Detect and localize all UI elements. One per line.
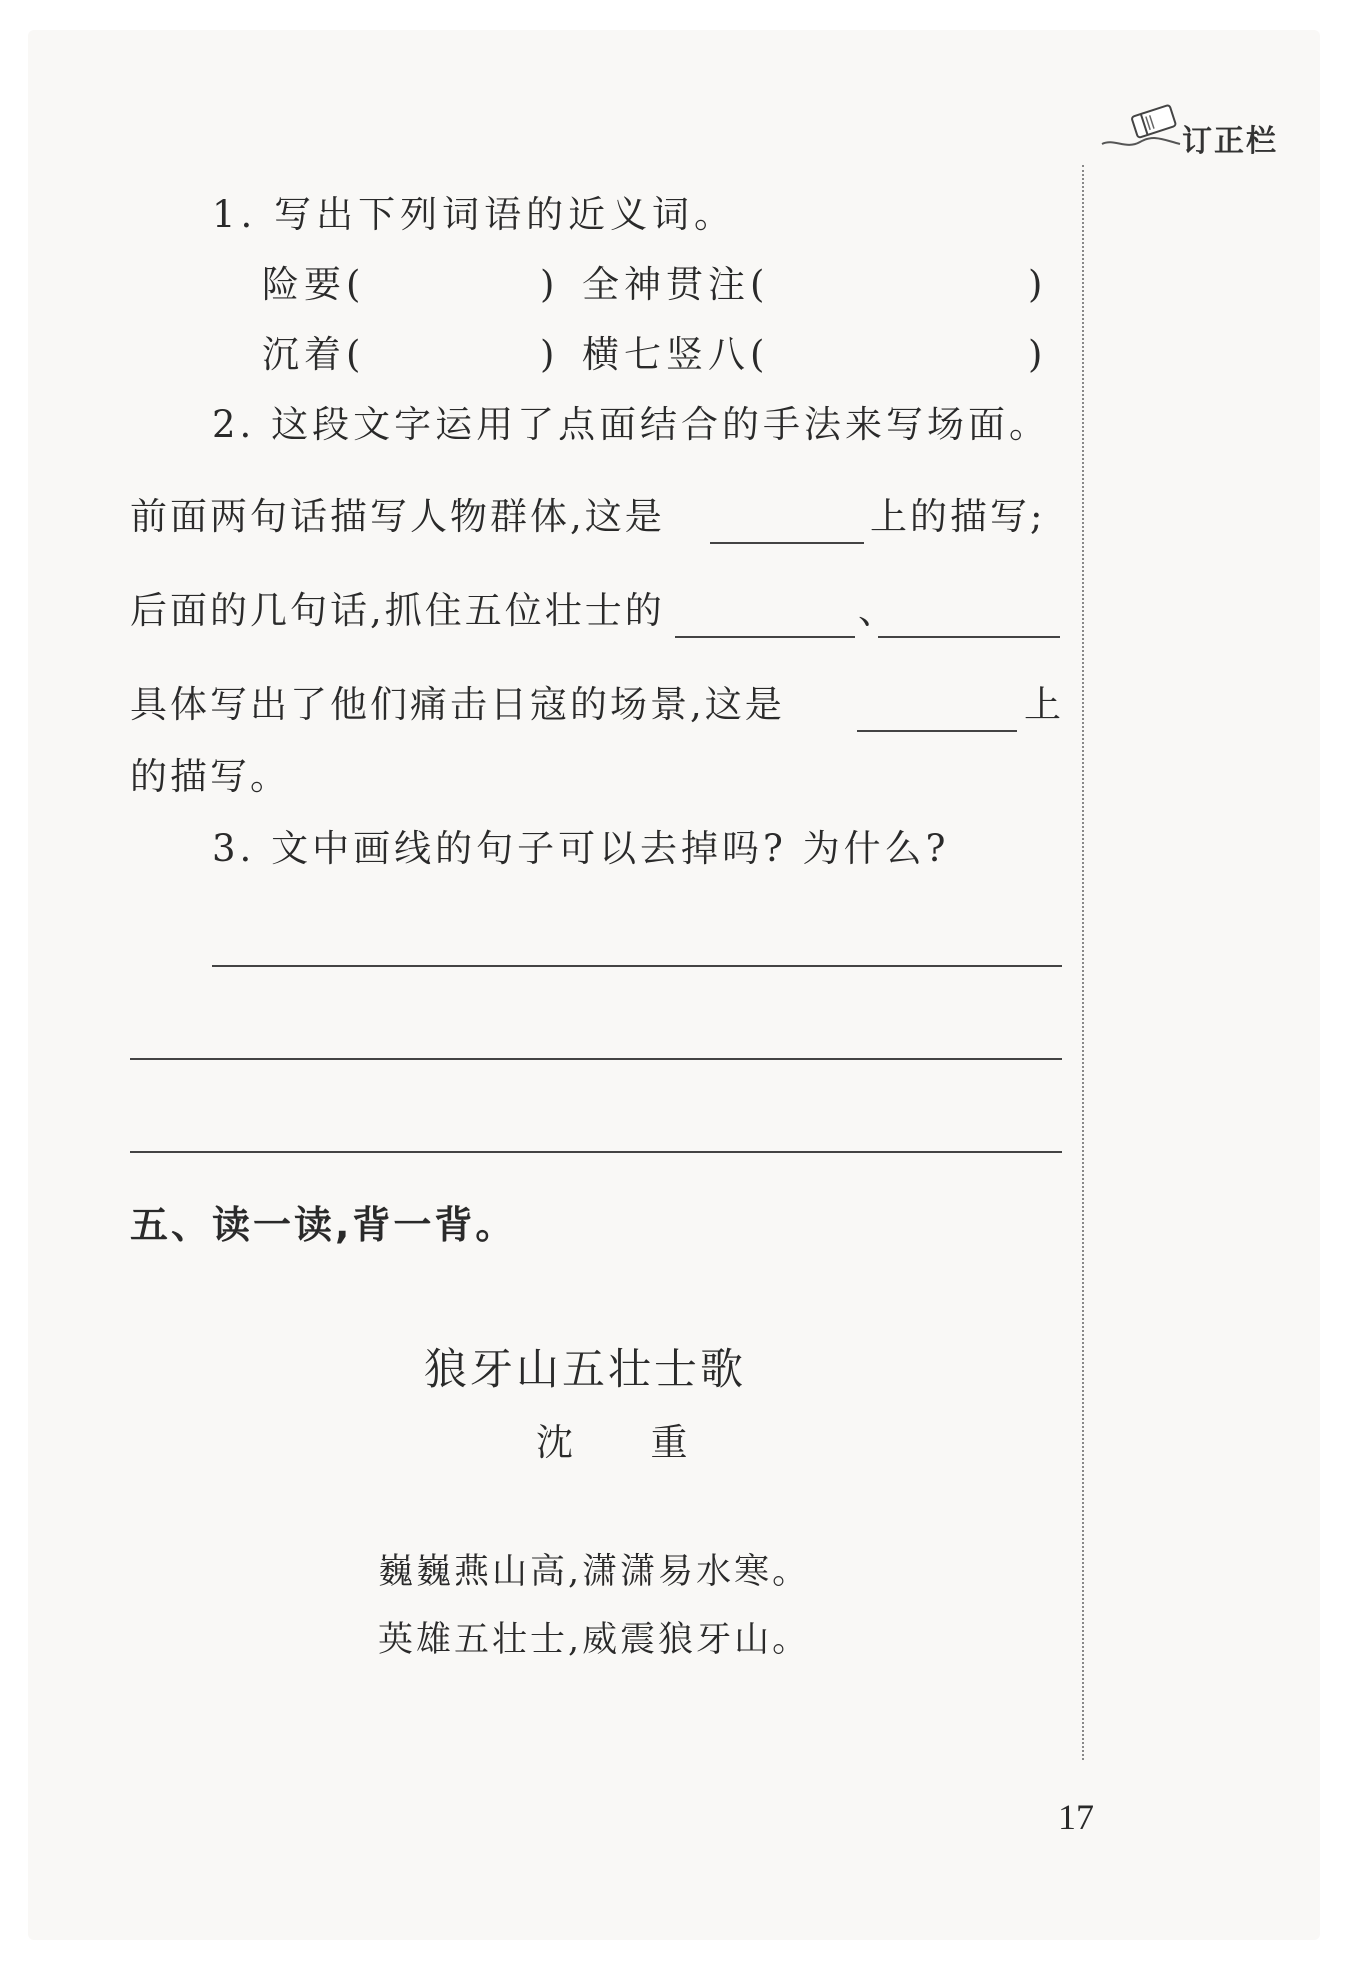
- poem-line-1: 巍巍燕山高,潇潇易水寒。: [378, 1552, 811, 1592]
- poem-title: 狼牙山五壮士歌: [424, 1345, 746, 1395]
- poem-author: 沈 重: [536, 1421, 706, 1464]
- q1-row1-right-label: 全神贯注(: [582, 263, 770, 306]
- q1-row2-right-close: ): [1028, 333, 1048, 376]
- q2-line3-text: 后面的几句话,抓住五位壮士的: [130, 589, 665, 632]
- eraser-icon: [1100, 100, 1190, 150]
- q2-blank-4[interactable]: [857, 730, 1017, 732]
- q1-row1-left-label: 险要(: [262, 263, 366, 306]
- q1-prompt: 1. 写出下列词语的近义词。: [212, 193, 737, 236]
- section-5-heading: 五、读一读,背一背。: [130, 1203, 517, 1247]
- q2-blank-2[interactable]: [675, 636, 855, 638]
- q2-line5: 的描写。: [130, 755, 290, 798]
- q2-blank-3[interactable]: [878, 636, 1060, 638]
- q1-row2-left-label: 沉着(: [262, 333, 366, 376]
- margin-divider: [1082, 165, 1084, 1760]
- q2-line2-after: 上的描写;: [870, 495, 1046, 538]
- q3-prompt: 3. 文中画线的句子可以去掉吗? 为什么?: [212, 827, 950, 870]
- q3-answer-line-1[interactable]: [212, 965, 1062, 967]
- q1-row1-right-close: ): [1028, 263, 1048, 306]
- q3-answer-line-3[interactable]: [130, 1151, 1062, 1153]
- q2-line2-text: 前面两句话描写人物群体,这是: [130, 495, 665, 538]
- q1-row2-right-label: 横七竖八(: [582, 333, 770, 376]
- correction-column-label: 订正栏: [1182, 124, 1278, 159]
- q2-line1: 2. 这段文字运用了点面结合的手法来写场面。: [212, 403, 1051, 446]
- q2-line4-text: 具体写出了他们痛击日寇的场景,这是: [130, 683, 785, 726]
- q2-line3-separator: 、: [858, 589, 900, 632]
- poem-line-2: 英雄五壮士,威震狼牙山。: [378, 1620, 811, 1660]
- correction-column-header: [1100, 100, 1300, 160]
- q2-line4-after: 上: [1024, 683, 1066, 726]
- page-number: 17: [1058, 1797, 1094, 1837]
- q2-blank-1[interactable]: [710, 542, 864, 544]
- q1-row1-left-close: ): [540, 263, 560, 306]
- q3-answer-line-2[interactable]: [130, 1058, 1062, 1060]
- q1-row2-left-close: ): [540, 333, 560, 376]
